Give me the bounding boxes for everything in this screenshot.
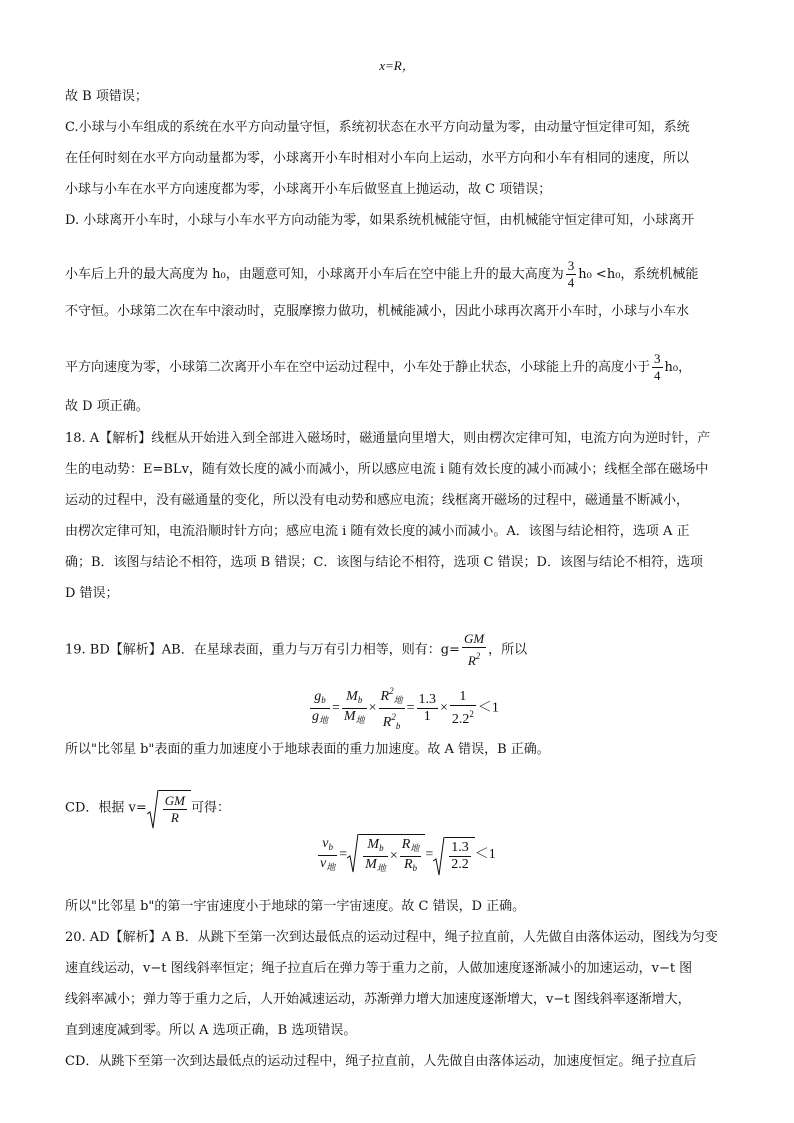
text-line: 18. A【解析】线框从开始进入到全部进入磁场时，磁通量向里增大，则由楞次定律可知，电流方向为逆时针，产 bbox=[65, 431, 711, 446]
text-part: ，所以 bbox=[488, 642, 528, 658]
text-part: CD．根据 v= bbox=[65, 800, 147, 816]
gravity-ratio-equation: $g_b$ $g_地$ = $M_b$ $M_地$ × $R^2_地$ $R^2_b$ = $\frac{1.3}{1}$ × $\frac{1}{2.2^2}$ ＜1 bbox=[308, 683, 499, 734]
text-line: 所以"比邻星 b"的第一宇宙速度小于地球的第一宇宙速度。故 C 错误，D 正确。 bbox=[65, 899, 526, 914]
text-part: h₀ <h₀，系统机械能 bbox=[578, 267, 699, 282]
text-part: 平方向速度为零，小球第二次离开小车在空中运动过程中，小车处于静止状态，小球能上升的高度小于 bbox=[65, 360, 651, 375]
text-line: 故 D 项正确。 bbox=[65, 399, 149, 414]
text-line: 速直线运动，v−t 图线斜率恒定；绳子拉直后在弹力等于重力之前，人做加速度逐渐减小的加速运动，v−t 图 bbox=[65, 961, 693, 976]
text-line: 线斜率减小；弹力等于重力之后，人开始减速运动，苏渐弹力增大加速度逐渐增大，v−t 图线斜率逐渐增大， bbox=[65, 992, 691, 1007]
text-line: 不守恒。小球第二次在车中滚动时，克服摩擦力做功，机械能减小，因此小球再次离开小车时，小球与小车水 bbox=[65, 304, 690, 319]
sqrt-gm-over-r: $\frac{GM}{R}$ bbox=[147, 790, 191, 826]
text-line bbox=[65, 631, 527, 669]
text-line: 20. AD【解析】A B．从跳下至第一次到达最低点的运动过程中，绳子拉直前，人先做自由落体运动，图线为匀变 bbox=[65, 930, 718, 945]
text-line: 故 B 项错误； bbox=[65, 89, 148, 104]
text-line bbox=[65, 790, 230, 826]
top-equation: x=R， bbox=[379, 58, 415, 73]
text-line: 小球与小车在水平方向速度都为零，小球离开小车后做竖直上抛运动，故 C 项错误； bbox=[65, 182, 552, 197]
text-part: 19. BD【解析】AB．在星球表面，重力与万有引力相等，则有：g= bbox=[65, 642, 460, 658]
text-line: 运动的过程中，没有磁通量的变化，所以没有电动势和感应电流；线框离开磁场的过程中，磁通量不断减小， bbox=[65, 493, 690, 508]
text-line: C.小球与小车组成的系统在水平方向动量守恒，系统初状态在水平方向动量为零，由动量守恒定律可知，系统 bbox=[65, 120, 690, 135]
text-line: D 错误； bbox=[65, 586, 119, 601]
fraction-gm-over-r2: $\frac{GM}{R^2}$ bbox=[463, 631, 485, 668]
text-line: 在任何时刻在水平方向动量都为零，小球离开小车时相对小车向上运动，水平方向和小车有相同的速度，所以 bbox=[65, 151, 690, 166]
text-line bbox=[65, 351, 691, 384]
text-line: CD．从跳下至第一次到达最低点的运动过程中，绳子拉直前，人先做自由落体运动，加速度恒定。绳子拉直后 bbox=[65, 1054, 697, 1069]
text-line: 确；B．该图与结论不相符，选项 B 错误；C．该图与结论不相符，选项 C 错误；D．该图与结论不相符，选项 bbox=[65, 555, 703, 570]
text-part: h₀， bbox=[664, 360, 692, 375]
text-line: 由楞次定律可知，电流沿顺时针方向；感应电流 i 随有效长度的减小而减小。A．该图与结论相符，选项 A 正 bbox=[65, 524, 690, 539]
text-line: D. 小球离开小车时，小球与小车水平方向动能为零，如果系统机械能守恒，由机械能守恒定律可知，小球离开 bbox=[65, 213, 695, 228]
text-line: 直到速度减到零。所以 A 选项正确，B 选项错误。 bbox=[65, 1023, 357, 1038]
text-line: 生的电动势：E=BLv，随有效长度的减小而减小，所以感应电流 i 随有效长度的减小而减小；线框全部在磁场中 bbox=[65, 462, 709, 477]
fraction-three-quarters: $\frac{3}{4}$ bbox=[567, 258, 575, 290]
text-line bbox=[65, 258, 698, 291]
text-part: 小车后上升的最大高度为 h₀，由题意可知，小球离开小车后在空中能上升的最大高度为 bbox=[65, 267, 564, 282]
text-part: 可得： bbox=[190, 800, 230, 816]
fraction-three-quarters: $\frac{3}{4}$ bbox=[654, 351, 661, 383]
velocity-ratio-equation: $v_b$ $v_地$ = $M_b$ $M_地$ × $R_地$ $R_b$ = $\frac{1.3}{2.2}$ ＜1 bbox=[316, 834, 496, 876]
text-line: 所以"比邻星 b"表面的重力加速度小于地球表面的重力加速度。故 A 错误，B 正确。 bbox=[65, 742, 550, 757]
